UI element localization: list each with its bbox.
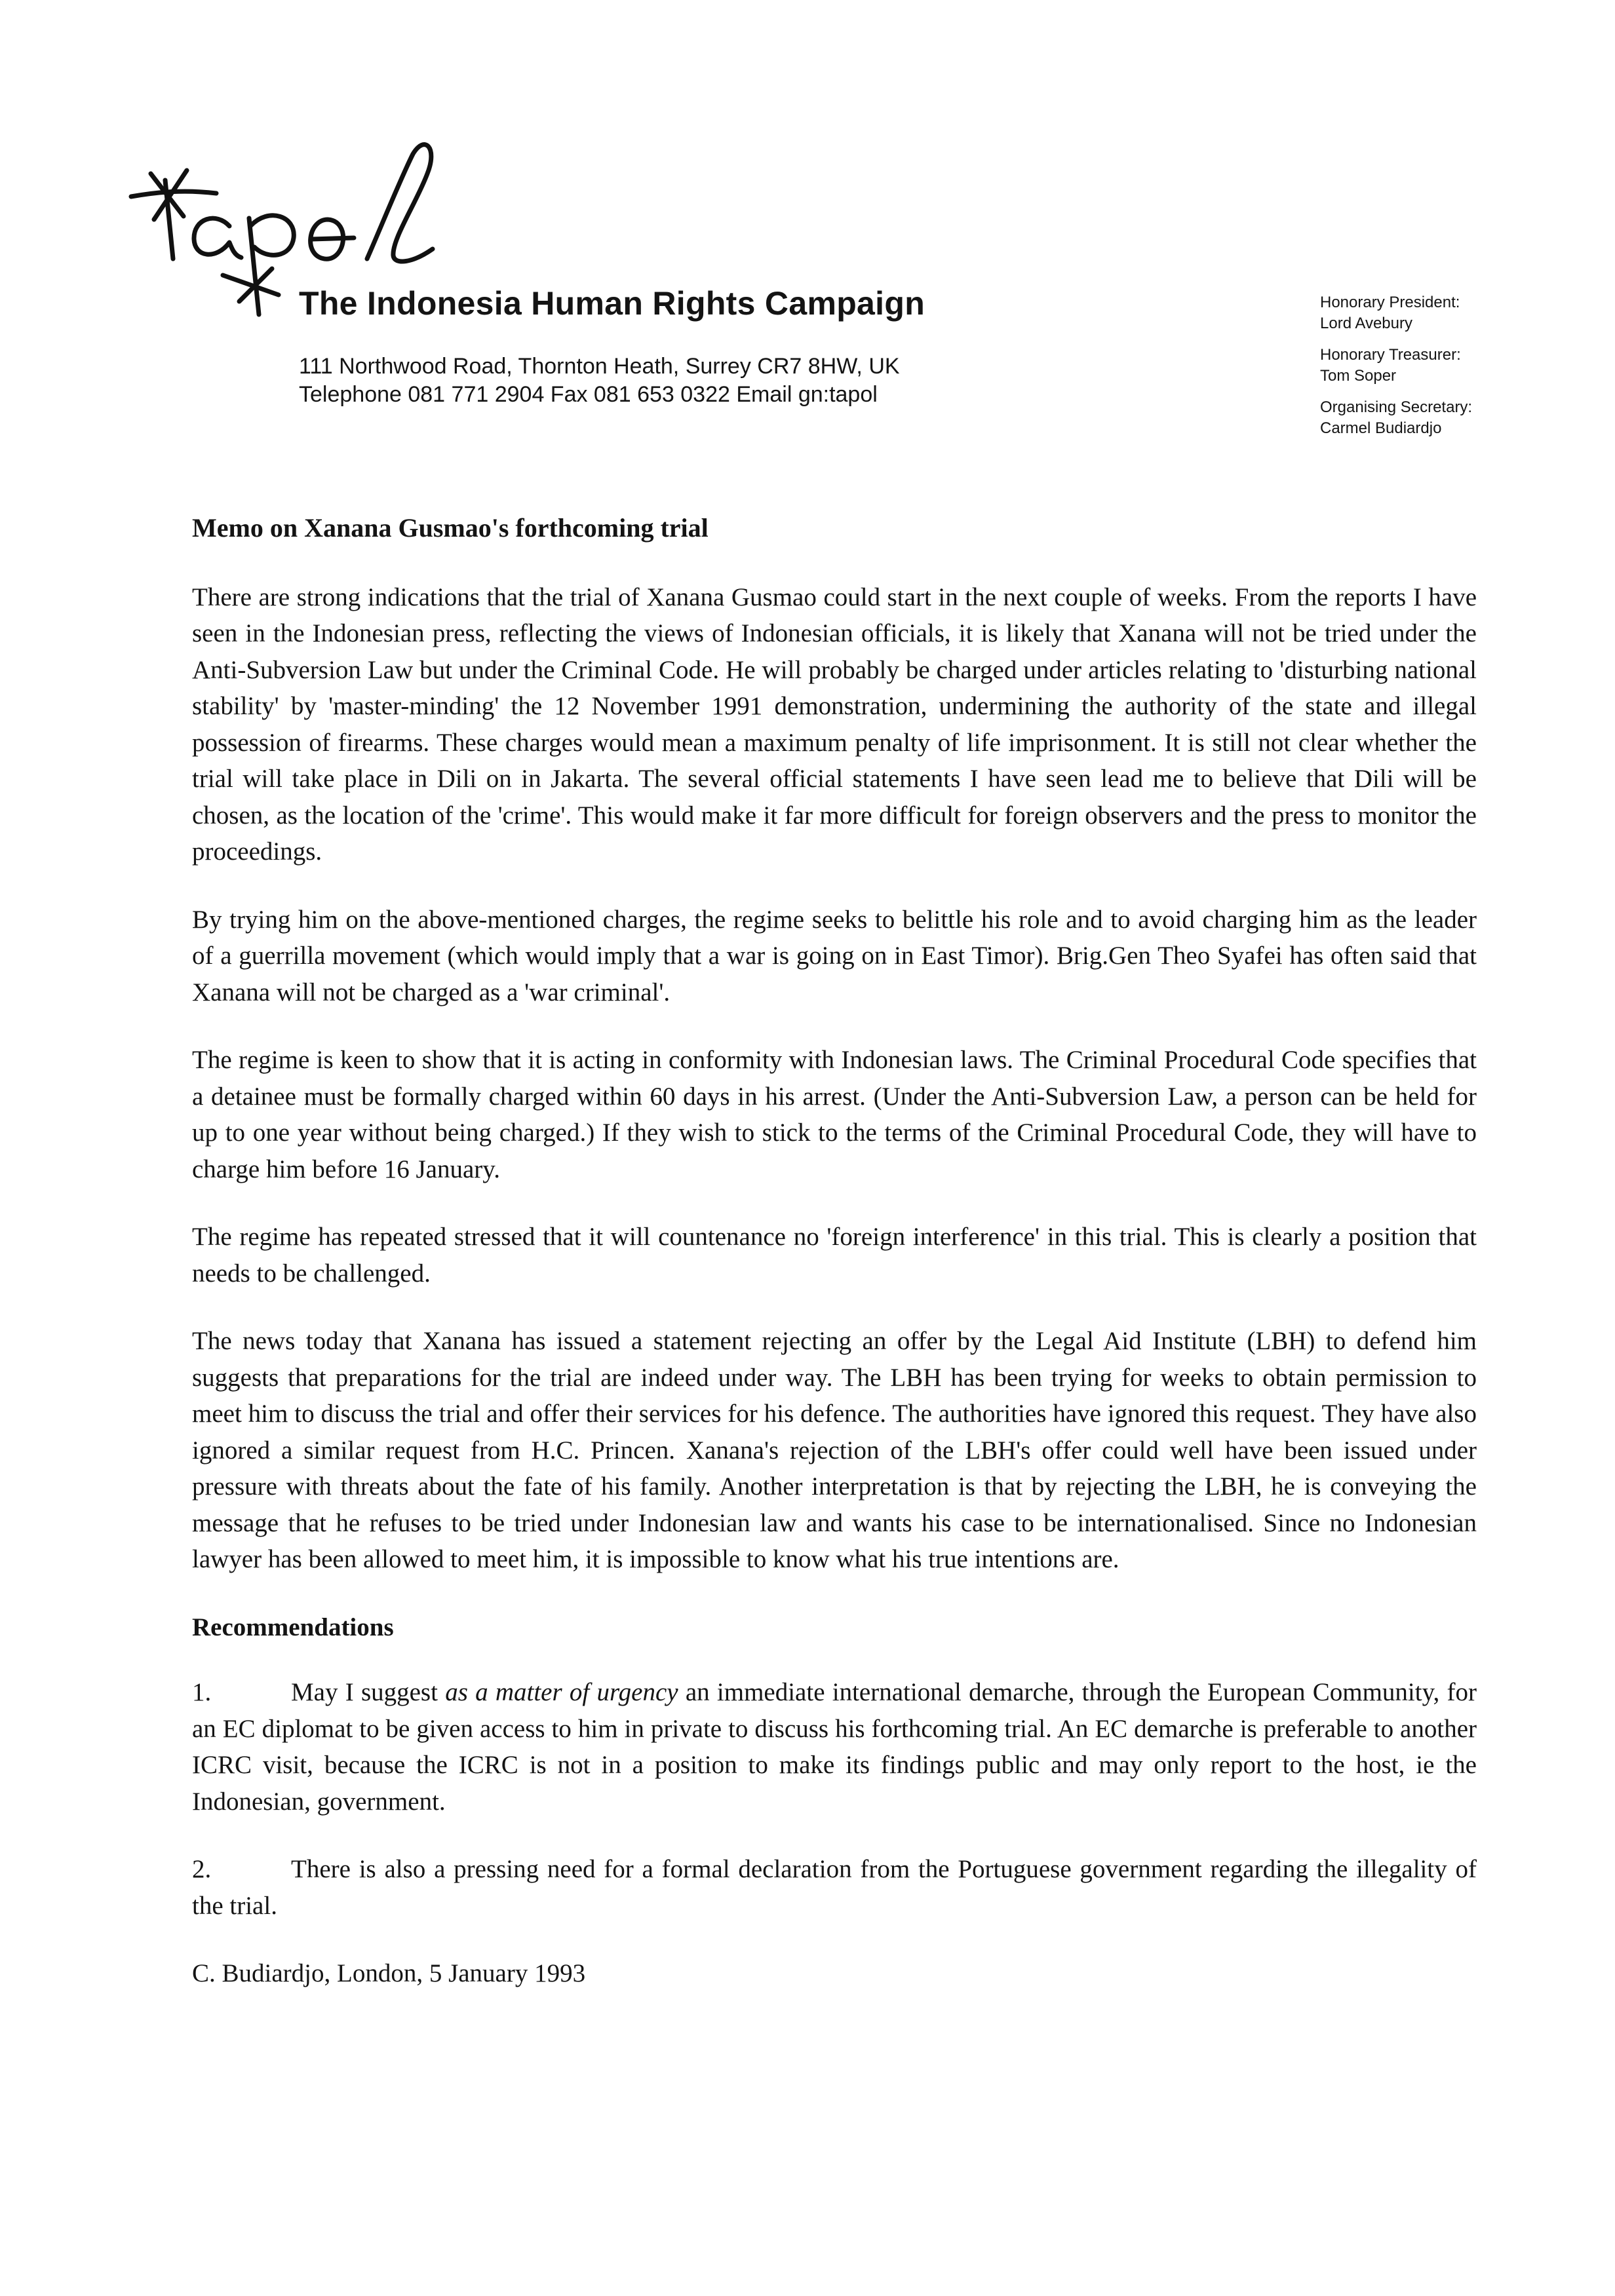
memo-paragraph: The regime has repeated stressed that it will countenance no 'foreign interference' in this trial. This is clearly a position that needs to be challenged.	[192, 1223, 1477, 1288]
recommendation-emphasis: as a matter of urgency	[445, 1678, 678, 1706]
memo-body	[192, 510, 1477, 1992]
officer-role: Honorary Treasurer:	[1320, 346, 1461, 364]
memo-paragraph: There are strong indications that the trial of Xanana Gusmao could start in the next couple of weeks. From the reports I have seen in the Indonesian press, reflecting the views of Indonesian officials, it is likely that Xanana will not be tried under the Anti-Subversion Law but under the Criminal Code. He will probably be charged under articles relating to 'disturbing national stability' by 'master-minding' the 12 November 1991 demonstration, undermining the authority of the state and illegal possession of firearms. These charges would mean a maximum penalty of life imprisonment. It is still not clear whether the trial will take place in Dili on in Jakarta. The several official statements I have seen lead me to believe that Dili will be chosen, as the location of the 'crime'. This would make it far more difficult for foreign observers and the press to monitor the proceedings.	[192, 583, 1477, 866]
officers-list	[1320, 292, 1472, 450]
officer-role: Organising Secretary:	[1320, 398, 1473, 416]
officer-name: Carmel Budiardjo	[1320, 419, 1442, 437]
recommendations-heading: Recommendations	[192, 1613, 394, 1641]
recommendation-number: 1.	[192, 1678, 212, 1706]
memo-title: Memo on Xanana Gusmao's forthcoming trial	[192, 513, 709, 543]
recommendation-item	[192, 1674, 1477, 1820]
organisation-address: 111 Northwood Road, Thornton Heath, Surrey CR7 8HW, UK	[299, 354, 900, 379]
organisation-contact: Telephone 081 771 2904 Fax 081 653 0322 Email gn:tapol	[299, 382, 878, 407]
officer-role: Honorary President:	[1320, 294, 1460, 311]
recommendation-text: an immediate international demarche, through the European Community, for an EC diplomat to be given access to him in private to discuss his forthcoming trial. An EC demarche is preferable to another ICRC visit, because the ICRC is not in a position to make its findings public and may only report to the host, ie the Indonesian, government.	[192, 1678, 1477, 1816]
recommendation-text: There is also a pressing need for a formal declaration from the Portuguese government regarding the illegality of the trial.	[192, 1855, 1477, 1920]
officer-name: Lord Avebury	[1320, 315, 1412, 332]
officer-name: Tom Soper	[1320, 367, 1397, 385]
recommendation-item	[192, 1851, 1477, 1924]
organisation-name: The Indonesia Human Rights Campaign	[299, 285, 925, 322]
signature-line: C. Budiardjo, London, 5 January 1993	[192, 1959, 586, 1987]
memo-paragraph: The news today that Xanana has issued a statement rejecting an offer by the Legal Aid Institute (LBH) to defend him suggests that preparations for the trial are indeed under way. The LBH has been trying for weeks to obtain permission to meet him to discuss the trial and offer their services for his defence. The authorities have ignored this request. They have also ignored a similar request from H.C. Princen. Xanana's rejection of the LBH's offer could well have been issued under pressure with threats about the fate of his family. Another interpretation is that by rejecting the LBH, he is conveying the message that he refuses to be tried under Indonesian law and wants his case to be internationalised. Since no Indonesian lawyer has been allowed to meet him, it is impossible to know what his true intentions are.	[192, 1327, 1477, 1573]
memo-paragraph: By trying him on the above-mentioned charges, the regime seeks to belittle his role and to avoid charging him as the leader of a guerrilla movement (which would imply that a war is going on in East Timor). Brig.Gen Theo Syafei has often said that Xanana will not be charged as a 'war criminal'.	[192, 905, 1477, 1006]
recommendation-number: 2.	[192, 1855, 212, 1883]
recommendation-text: May I suggest	[291, 1678, 446, 1706]
memo-paragraph: The regime is keen to show that it is acting in conformity with Indonesian laws. The Criminal Procedural Code specifies that a detainee must be formally charged within 60 days in his arrest. (Under the Anti-Subversion Law, a person can be held for up to one year without being charged.) If they wish to stick to the terms of the Criminal Procedural Code, they will have to charge him before 16 January.	[192, 1046, 1477, 1183]
